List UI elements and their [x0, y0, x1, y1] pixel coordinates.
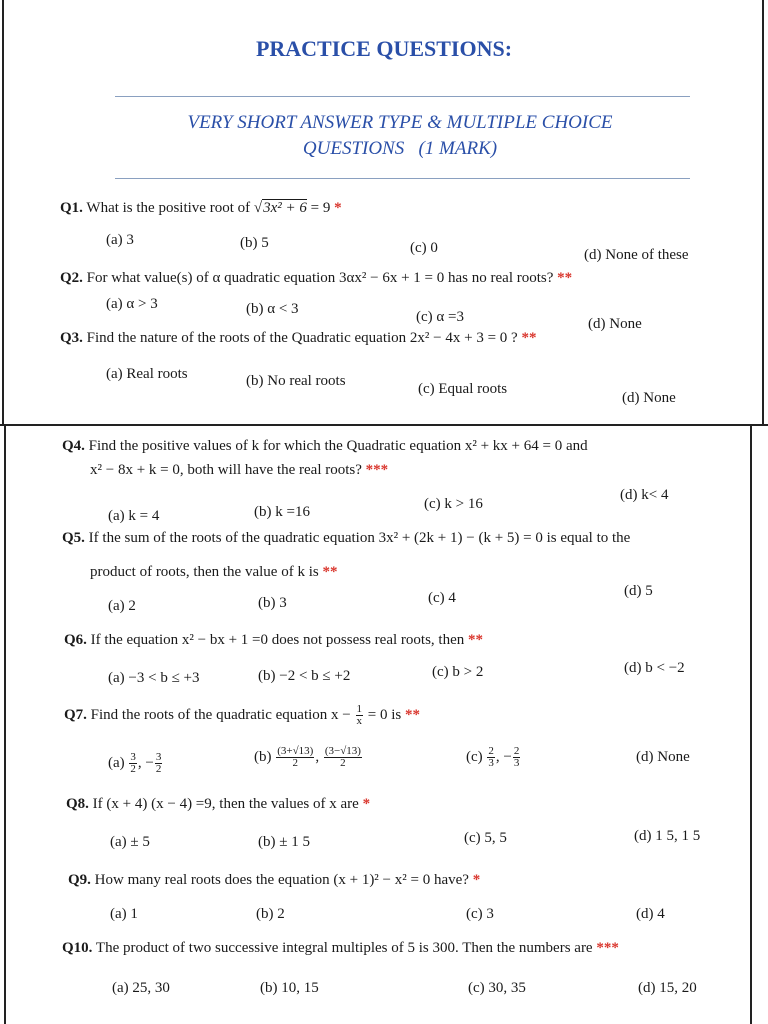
option-d: (d) b < −2 — [624, 660, 685, 676]
option-b: (b) ± 1 5 — [258, 834, 310, 850]
fraction — [487, 746, 495, 769]
option-d: (d) k< 4 — [620, 487, 669, 503]
option-a: (a) $\frac{3}{2}$ , − $\frac{3}{2}$ — [108, 751, 162, 775]
option-c: (c) 4 — [428, 590, 456, 606]
question-number: Q3. — [60, 330, 83, 346]
fraction-numerator: 3 — [155, 751, 162, 763]
question-6 — [64, 632, 483, 649]
difficulty-stars: *** — [365, 462, 389, 478]
option-b: (b) k =16 — [254, 504, 310, 520]
lower-page — [0, 424, 768, 1024]
question-text: For what value(s) of α quadratic equation 3αx² − 6x + 1 = 0 has no real roots? — [86, 270, 554, 286]
difficulty-stars: * — [362, 796, 371, 812]
fraction-numerator: 3 — [130, 751, 136, 763]
question-4-line2 — [90, 462, 388, 479]
difficulty-stars: ** — [557, 270, 573, 286]
question-number: Q7. — [64, 706, 87, 723]
option-a: (a) −3 < b ≤ +3 — [108, 670, 200, 686]
question-text: If the equation x² − bx + 1 =0 does not possess real roots, then — [90, 632, 465, 648]
question-text: Find the roots of the quadratic equation x − — [90, 706, 351, 723]
option-d: (d) None of these — [584, 247, 689, 263]
question-text: Find the nature of the roots of the Quadratic equation 2x² − 4x + 3 = 0 ? — [86, 330, 518, 346]
option-d: (d) None — [622, 390, 676, 406]
difficulty-stars: ** — [322, 564, 338, 580]
option-d: (d) 15, 20 — [638, 980, 697, 996]
option-a: (a) 3 — [106, 232, 134, 248]
option-b: (b) $\frac{(3+√13)}{2}$ , $\frac{(3-√13)}{2}$ — [254, 745, 361, 769]
option-a: (a) 25, 30 — [112, 980, 170, 996]
option-d: (d) 1 5, 1 5 — [634, 828, 701, 844]
upper-page — [0, 0, 768, 424]
fraction-denominator: 3 — [488, 757, 494, 769]
page-border-left — [2, 0, 4, 424]
option-label: (c) — [466, 748, 483, 765]
question-number: Q1. — [60, 200, 83, 216]
option-c: (c) b > 2 — [432, 664, 484, 680]
option-a: (a) 2 — [108, 598, 136, 614]
question-9 — [68, 872, 480, 889]
option-b: (b) 2 — [256, 906, 285, 922]
option-label: (a) — [108, 754, 125, 771]
option-b: (b) 3 — [258, 595, 287, 611]
question-text: If the sum of the roots of the quadratic equation 3x² + (2k + 1) − (k + 5) = 0 is equal to the — [88, 530, 631, 546]
question-number: Q5. — [62, 530, 85, 546]
fraction — [513, 746, 521, 769]
question-10 — [62, 940, 619, 957]
question-5-line2 — [90, 564, 337, 581]
fraction-numerator: (3−√13) — [324, 745, 361, 757]
section-subtitle-line1: VERY SHORT ANSWER TYPE & MULTIPLE CHOICE — [187, 112, 613, 133]
question-text: The product of two successive integral multiples of 5 is 300. Then the numbers are — [95, 940, 593, 956]
question-7 — [64, 704, 420, 727]
option-d: (d) None — [636, 749, 690, 765]
option-b: (b) 5 — [240, 235, 269, 251]
option-b: (b) −2 < b ≤ +2 — [258, 668, 351, 684]
question-2 — [60, 270, 572, 287]
difficulty-stars: * — [334, 200, 342, 216]
option-c: (c) $\frac{2}{3}$ , − $\frac{2}{3}$ — [466, 745, 520, 769]
question-5 — [62, 530, 630, 547]
difficulty-stars: ** — [404, 706, 420, 723]
fraction — [356, 704, 364, 727]
question-text: How many real roots does the equation (x + 1)² − x² = 0 have? — [94, 872, 469, 888]
difficulty-stars: ** — [468, 632, 483, 648]
option-c: (c) 30, 35 — [468, 980, 526, 996]
fraction-numerator: 2 — [513, 745, 520, 757]
difficulty-stars: * — [472, 872, 481, 888]
option-a: (a) Real roots — [106, 366, 188, 382]
option-d: (d) None — [588, 316, 642, 332]
question-text: x² − 8x + k = 0, both will have the real roots? — [90, 462, 362, 478]
option-a: (a) k = 4 — [108, 508, 160, 524]
option-b: (b) α < 3 — [246, 301, 299, 317]
difficulty-stars: ** — [521, 330, 537, 346]
page-border-top — [0, 424, 768, 426]
fraction-denominator: x — [356, 715, 362, 727]
title-rule-top — [115, 96, 690, 97]
option-c: (c) 0 — [410, 240, 438, 256]
question-number: Q10. — [62, 940, 93, 956]
option-b: (b) No real roots — [246, 373, 346, 389]
option-a: (a) 1 — [110, 906, 138, 922]
option-c: (c) 5, 5 — [464, 830, 507, 846]
radical-expression: 3x² + 6 — [263, 200, 307, 216]
question-number: Q2. — [60, 270, 83, 286]
question-text: Find the positive values of k for which the Quadratic equation x² + kx + 64 = 0 and — [88, 438, 588, 454]
option-c: (c) Equal roots — [418, 381, 508, 397]
page-border-right — [750, 424, 752, 1024]
fraction-denominator: 3 — [513, 757, 520, 769]
question-tail: = 9 — [306, 200, 331, 216]
option-d: (d) 5 — [624, 583, 653, 599]
title-rule-bottom — [115, 178, 690, 179]
fraction — [129, 752, 137, 775]
question-text: What is the positive root of — [86, 200, 254, 216]
question-1: Q1. What is the positive root of √3x² + 6 = 9 * — [60, 200, 342, 216]
fraction — [276, 746, 314, 769]
option-c: (c) α =3 — [416, 309, 464, 325]
question-number: Q6. — [64, 632, 87, 648]
fraction — [324, 746, 362, 769]
option-b: (b) 10, 15 — [260, 980, 319, 996]
fraction-denominator: 2 — [155, 763, 162, 775]
fraction-numerator: 2 — [488, 745, 494, 757]
question-tail: = 0 is — [364, 706, 402, 723]
question-3 — [60, 330, 536, 347]
page-border-left — [4, 424, 6, 1024]
question-text: product of roots, then the value of k is — [90, 564, 319, 580]
fraction-denominator: 2 — [130, 763, 136, 775]
question-text: If (x + 4) (x − 4) =9, then the values of x are — [92, 796, 359, 812]
option-c: (c) 3 — [466, 906, 494, 922]
question-number: Q8. — [66, 796, 89, 812]
question-4 — [62, 438, 588, 455]
question-number: Q4. — [62, 438, 85, 454]
section-subtitle-line2: QUESTIONS (1 MARK) — [302, 138, 498, 159]
page-border-right — [762, 0, 764, 424]
fraction-numerator: (3+√13) — [277, 745, 314, 757]
option-a: (a) α > 3 — [106, 296, 158, 312]
question-number: Q9. — [68, 872, 91, 888]
option-a: (a) ± 5 — [110, 834, 150, 850]
option-d: (d) 4 — [636, 906, 665, 922]
fraction — [155, 752, 163, 775]
page-title: PRACTICE QUESTIONS: — [255, 36, 513, 61]
question-8 — [66, 796, 370, 813]
difficulty-stars: *** — [596, 940, 619, 956]
fraction-denominator: 2 — [292, 757, 299, 769]
option-label: (b) — [254, 748, 272, 765]
option-c: (c) k > 16 — [424, 496, 483, 512]
fraction-numerator: 1 — [356, 703, 362, 715]
fraction-denominator: 2 — [340, 757, 346, 769]
